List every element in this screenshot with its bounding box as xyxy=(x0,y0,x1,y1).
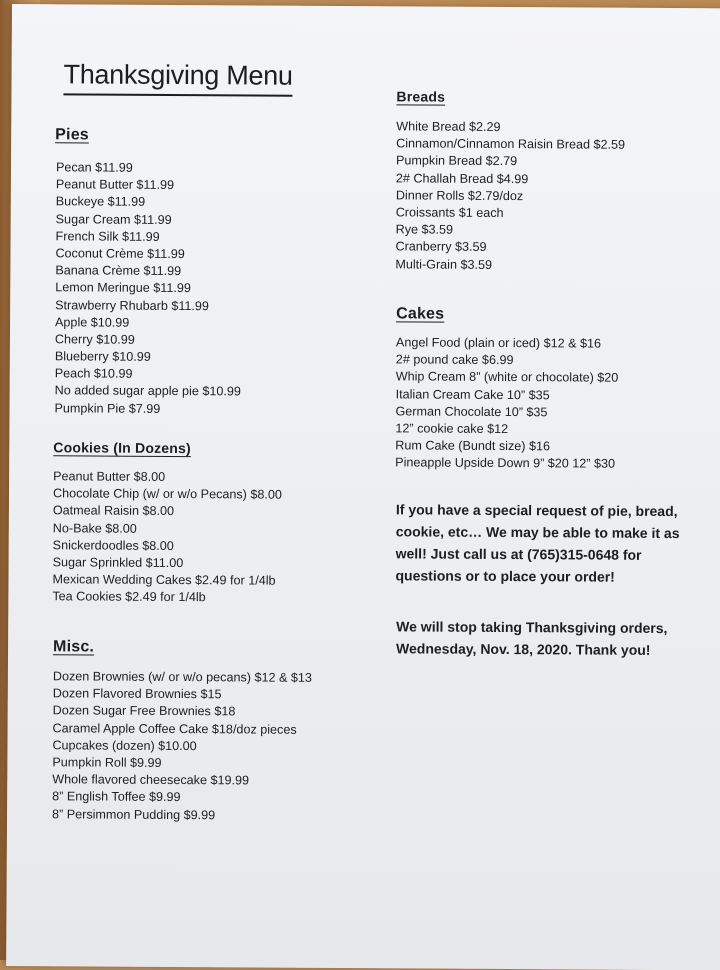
menu-item: Strawberry Rhubarb $11.99 xyxy=(55,297,209,313)
special-request-note: If you have a special request of pie, bread, cookie, etc… We may be able to make it as well! Just call us at (765)315-0648 for questions or to place your order! xyxy=(395,501,680,585)
menu-item: Rum Cake (Bundt size) $16 xyxy=(395,438,551,454)
menu-item: Peanut Butter $8.00 xyxy=(53,469,166,484)
menu-item: No added sugar apple pie $10.99 xyxy=(54,383,241,399)
menu-item: 8” Persimmon Pudding $9.99 xyxy=(52,806,216,822)
pies-list xyxy=(54,159,242,418)
cookies-heading: Cookies (In Dozens) xyxy=(53,439,191,457)
menu-item: Banana Crème $11.99 xyxy=(55,263,182,279)
menu-item: Whole flavored cheesecake $19.99 xyxy=(52,772,250,788)
menu-item: Apple $10.99 xyxy=(55,314,130,330)
menu-item: 12” cookie cake $12 xyxy=(395,421,509,436)
menu-item: Caramel Apple Coffee Cake $18/doz pieces xyxy=(52,720,297,737)
cakes-heading: Cakes xyxy=(396,305,445,323)
menu-item: 8” English Toffee $9.99 xyxy=(52,789,181,805)
menu-item: Pecan $11.99 xyxy=(55,160,133,175)
menu-item: Buckeye $11.99 xyxy=(55,194,146,210)
menu-item: Cherry $10.99 xyxy=(54,332,135,347)
menu-sheet xyxy=(6,4,720,970)
pies-heading: Pies xyxy=(55,126,89,144)
menu-item: Blueberry $10.99 xyxy=(54,349,151,364)
menu-item: Rye $3.59 xyxy=(395,222,454,237)
menu-item: Lemon Meringue $11.99 xyxy=(55,280,191,296)
menu-item: Pineapple Upside Down 9” $20 12” $30 xyxy=(395,455,616,472)
menu-item: Coconut Crème $11.99 xyxy=(55,246,185,261)
breads-heading: Breads xyxy=(396,88,446,105)
breads-list xyxy=(395,118,625,274)
menu-item: Pumpkin Pie $7.99 xyxy=(54,400,161,416)
menu-item: 2# Challah Bread $4.99 xyxy=(395,170,529,186)
menu-item: Peach $10.99 xyxy=(54,366,133,381)
menu-item: Dozen Flavored Brownies $15 xyxy=(52,686,222,702)
menu-item: Chocolate Chip (w/ or w/o Pecans) $8.00 xyxy=(52,486,282,502)
order-deadline-note: We will stop taking Thanksgiving orders, Wednesday, Nov. 18, 2020. Thank you! xyxy=(396,618,668,658)
menu-item: Snickerdoodles $8.00 xyxy=(52,538,174,553)
menu-item: Cranberry $3.59 xyxy=(395,239,487,255)
menu-item: Dozen Brownies (w/ or w/o pecans) $12 & $13 xyxy=(52,669,312,685)
menu-item: No-Bake $8.00 xyxy=(52,520,137,536)
cakes-list xyxy=(395,334,618,473)
menu-item: Oatmeal Raisin $8.00 xyxy=(52,503,175,519)
menu-item: Tea Cookies $2.49 for 1/4lb xyxy=(52,589,206,605)
menu-item: White Bread $2.29 xyxy=(396,119,501,134)
menu-item: Sugar Sprinkled $11.00 xyxy=(52,555,184,570)
misc-list xyxy=(52,668,312,824)
menu-item: Mexican Wedding Cakes $2.49 for 1/4lb xyxy=(52,572,276,588)
misc-heading: Misc. xyxy=(53,638,95,656)
menu-item: Whip Cream 8” (white or chocolate) $20 xyxy=(395,369,619,386)
menu-item: Cupcakes (dozen) $10.00 xyxy=(52,738,197,753)
menu-title: Thanksgiving Menu xyxy=(63,56,292,96)
menu-item: Cinnamon/Cinnamon Raisin Bread $2.59 xyxy=(396,136,626,152)
menu-item: Croissants $1 each xyxy=(395,205,504,220)
menu-item: Angel Food (plain or iced) $12 & $16 xyxy=(395,335,602,351)
menu-item: French Silk $11.99 xyxy=(55,229,160,244)
menu-item: Italian Cream Cake 10” $35 xyxy=(395,386,550,402)
menu-item: 2# pound cake $6.99 xyxy=(395,352,514,368)
cookies-list xyxy=(52,468,282,607)
menu-item: Sugar Cream $11.99 xyxy=(55,211,172,227)
menu-item: Pumpkin Roll $9.99 xyxy=(52,755,162,770)
menu-item: Dozen Sugar Free Brownies $18 xyxy=(52,703,236,719)
menu-item: German Chocolate 10” $35 xyxy=(395,404,548,420)
menu-item: Dinner Rolls $2.79/doz xyxy=(395,188,524,203)
menu-item: Multi-Grain $3.59 xyxy=(395,256,493,272)
menu-item: Pumpkin Bread $2.79 xyxy=(396,153,518,169)
menu-item: Peanut Butter $11.99 xyxy=(55,177,175,193)
